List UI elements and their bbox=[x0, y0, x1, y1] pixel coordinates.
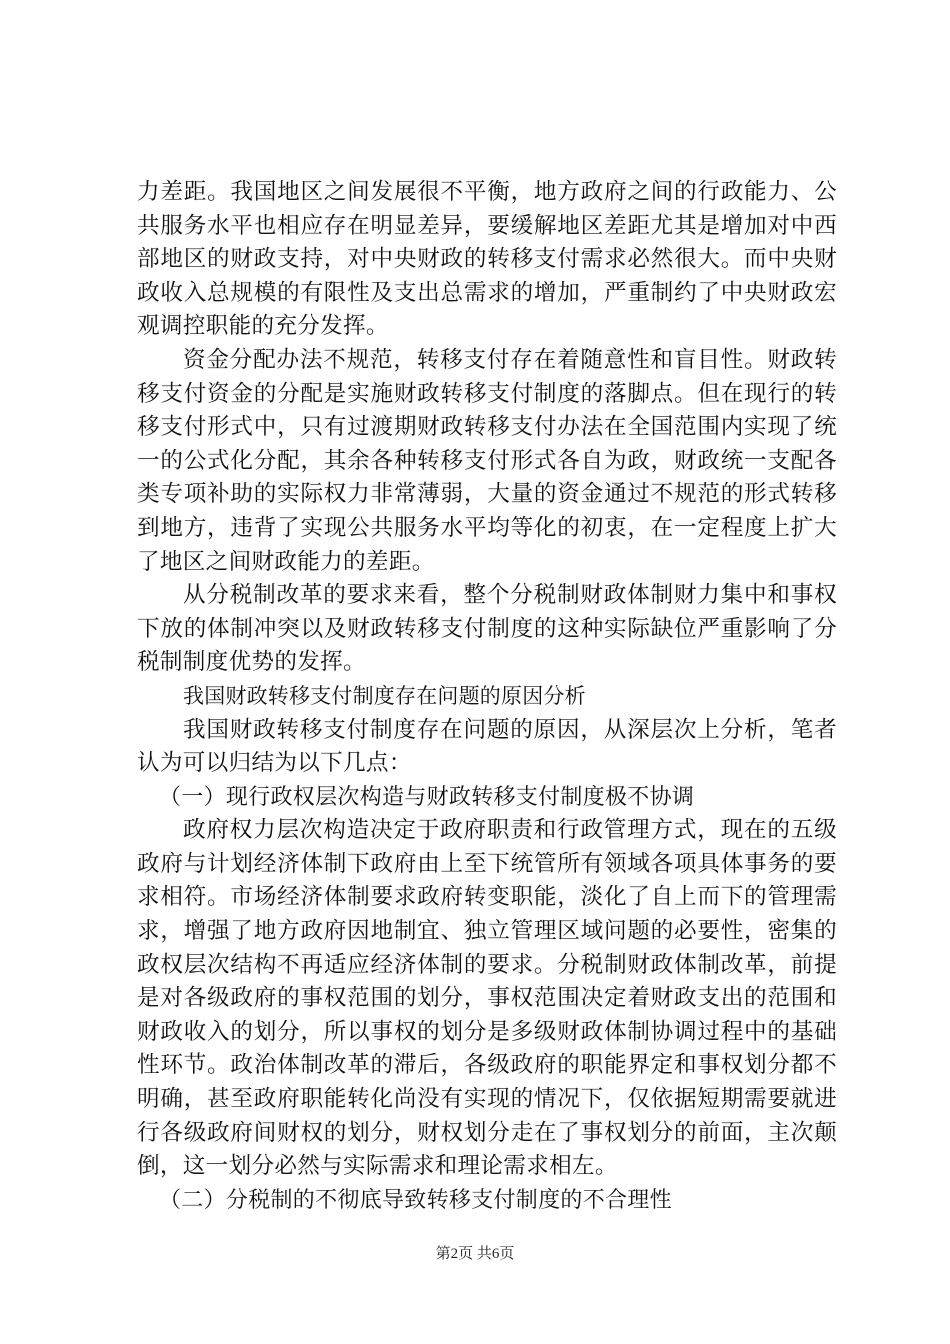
document-body bbox=[137, 176, 837, 1217]
sub-heading-1: （一）现行政权层次构造与财政转移支付制度极不协调 bbox=[159, 784, 695, 810]
page-footer: 第2页 共6页 bbox=[435, 1246, 515, 1262]
paragraph-tax-reform: 从分税制改革的要求来看，整个分税制财政体制财力集中和事权下放的体制冲突以及财政转移支付制度的这种实际缺位严重影响了分税制制度优势的发挥。 bbox=[137, 582, 837, 676]
section-heading: 我国财政转移支付制度存在问题的原因分析 bbox=[183, 683, 586, 708]
paragraph-government-structure: 政府权力层次构造决定于政府职责和行政管理方式，现在的五级政府与计划经济体制下政府由上至下统管所有领域各项具体事务的要求相符。市场经济体制要求政府转变职能，淡化了自上而下的管理需求，增强了地方政府因地制宜、独立管理区域问题的必要性，密集的政权层次结构不再适应经济体制的要求。分税制财政体制改革，前提是对各级政府的事权范围的划分，事权范围决定着财政支出的范围和财政收入的划分，所以事权的划分是多级财政体制协调过程中的基础性环节。政治体制改革的滞后，各级政府的职能界定和事权划分都不明确，甚至政府职能转化尚没有实现的情况下，仅依据短期需要就进行各级政府间财权的划分，财权划分走在了事权划分的前面，主次颠倒，这一划分必然与实际需求和理论需求相左。 bbox=[137, 817, 837, 1180]
paragraph-cause-intro: 我国财政转移支付制度存在问题的原因，从深层次上分析，笔者认为可以归结为以下几点： bbox=[137, 716, 837, 777]
sub-heading-2: （二）分税制的不彻底导致转移支付制度的不合理性 bbox=[159, 1187, 672, 1213]
paragraph-fund-allocation: 资金分配办法不规范，转移支付存在着随意性和盲目性。财政转移支付资金的分配是实施财政转移支付制度的落脚点。但在现行的转移支付形式中，只有过渡期财政转移支付办法在全国范围内实现了统一的公式化分配，其余各种转移支付形式各自为政，财政统一支配各类专项补助的实际权力非常薄弱，大量的资金通过不规范的形式转移到地方，违背了实现公共服务水平均等化的初衷，在一定程度上扩大了地区之间财政能力的差距。 bbox=[137, 346, 837, 575]
paragraph-continued: 力差距。我国地区之间发展很不平衡，地方政府之间的行政能力、公共服务水平也相应存在明显差异，要缓解地区差距尤其是增加对中西部地区的财政支持，对中央财政的转移支付需求必然很大。而中央财政收入总规模的有限性及支出总需求的增加，严重制约了中央财政宏观调控职能的充分发挥。 bbox=[137, 179, 837, 340]
